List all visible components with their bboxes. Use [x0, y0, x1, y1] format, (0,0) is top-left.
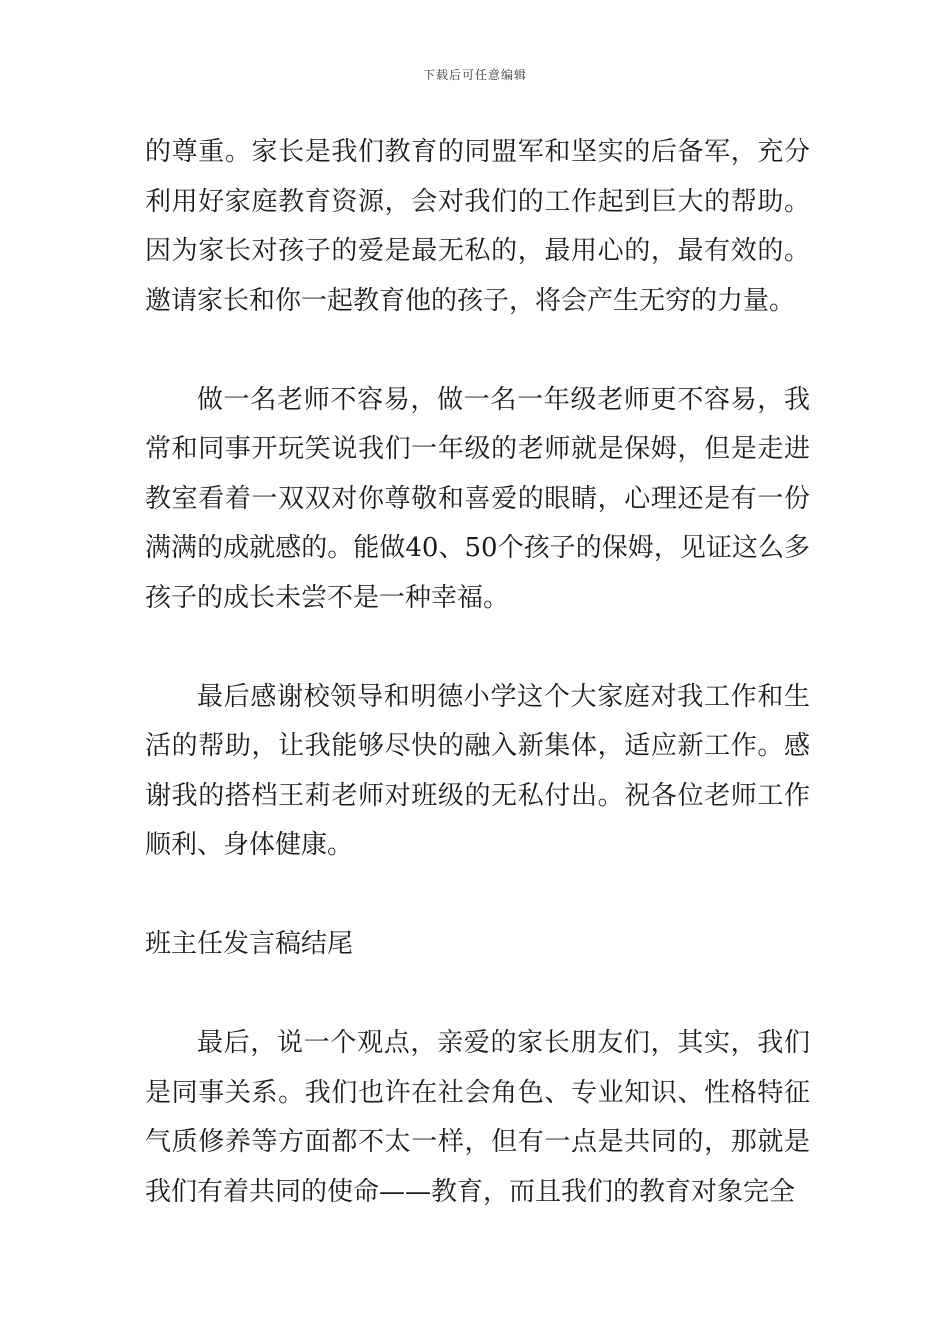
paragraph-1: 的尊重。家长是我们教育的同盟军和坚实的后备军，充分利用好家庭教育资源，会对我们的工作起到巨大的帮助。因为家长对孩子的爱是最无私的，最用心的，最有效的。邀请家长和你一起教育他的孩子，将会产生无穷的力量。	[145, 137, 810, 316]
paragraph-3: 最后感谢校领导和明德小学这个大家庭对我工作和生活的帮助，让我能够尽快的融入新集体，适应新工作。感谢我的搭档王莉老师对班级的无私付出。祝各位老师工作顺利、身体健康。	[145, 681, 810, 860]
page-header-note: 下载后可任意编辑	[422, 68, 527, 82]
paragraph-gap	[145, 871, 810, 921]
section-title: 班主任发言稿结尾	[145, 929, 354, 959]
paragraph-gap	[145, 623, 810, 673]
paragraph-gap	[145, 326, 810, 376]
paragraph-2: 做一名老师不容易，做一名一年级老师更不容易，我常和同事开玩笑说我们一年级的老师就是保姆，但是走进教室看着一双双对你尊敬和喜爱的眼睛，心理还是有一份满满的成就感的。能做40、50个孩子的保姆，见证这么多孩子的成长未尝不是一种幸福。	[145, 384, 810, 613]
paragraph-4: 最后，说一个观点，亲爱的家长朋友们，其实，我们是同事关系。我们也许在社会角色、专业知识、性格特征气质修养等方面都不太一样，但有一点是共同的，那就是我们有着共同的使命——教育，而且我们的教育对象完全	[145, 1028, 810, 1207]
document-body	[145, 128, 810, 1217]
paragraph-gap	[145, 970, 810, 1020]
